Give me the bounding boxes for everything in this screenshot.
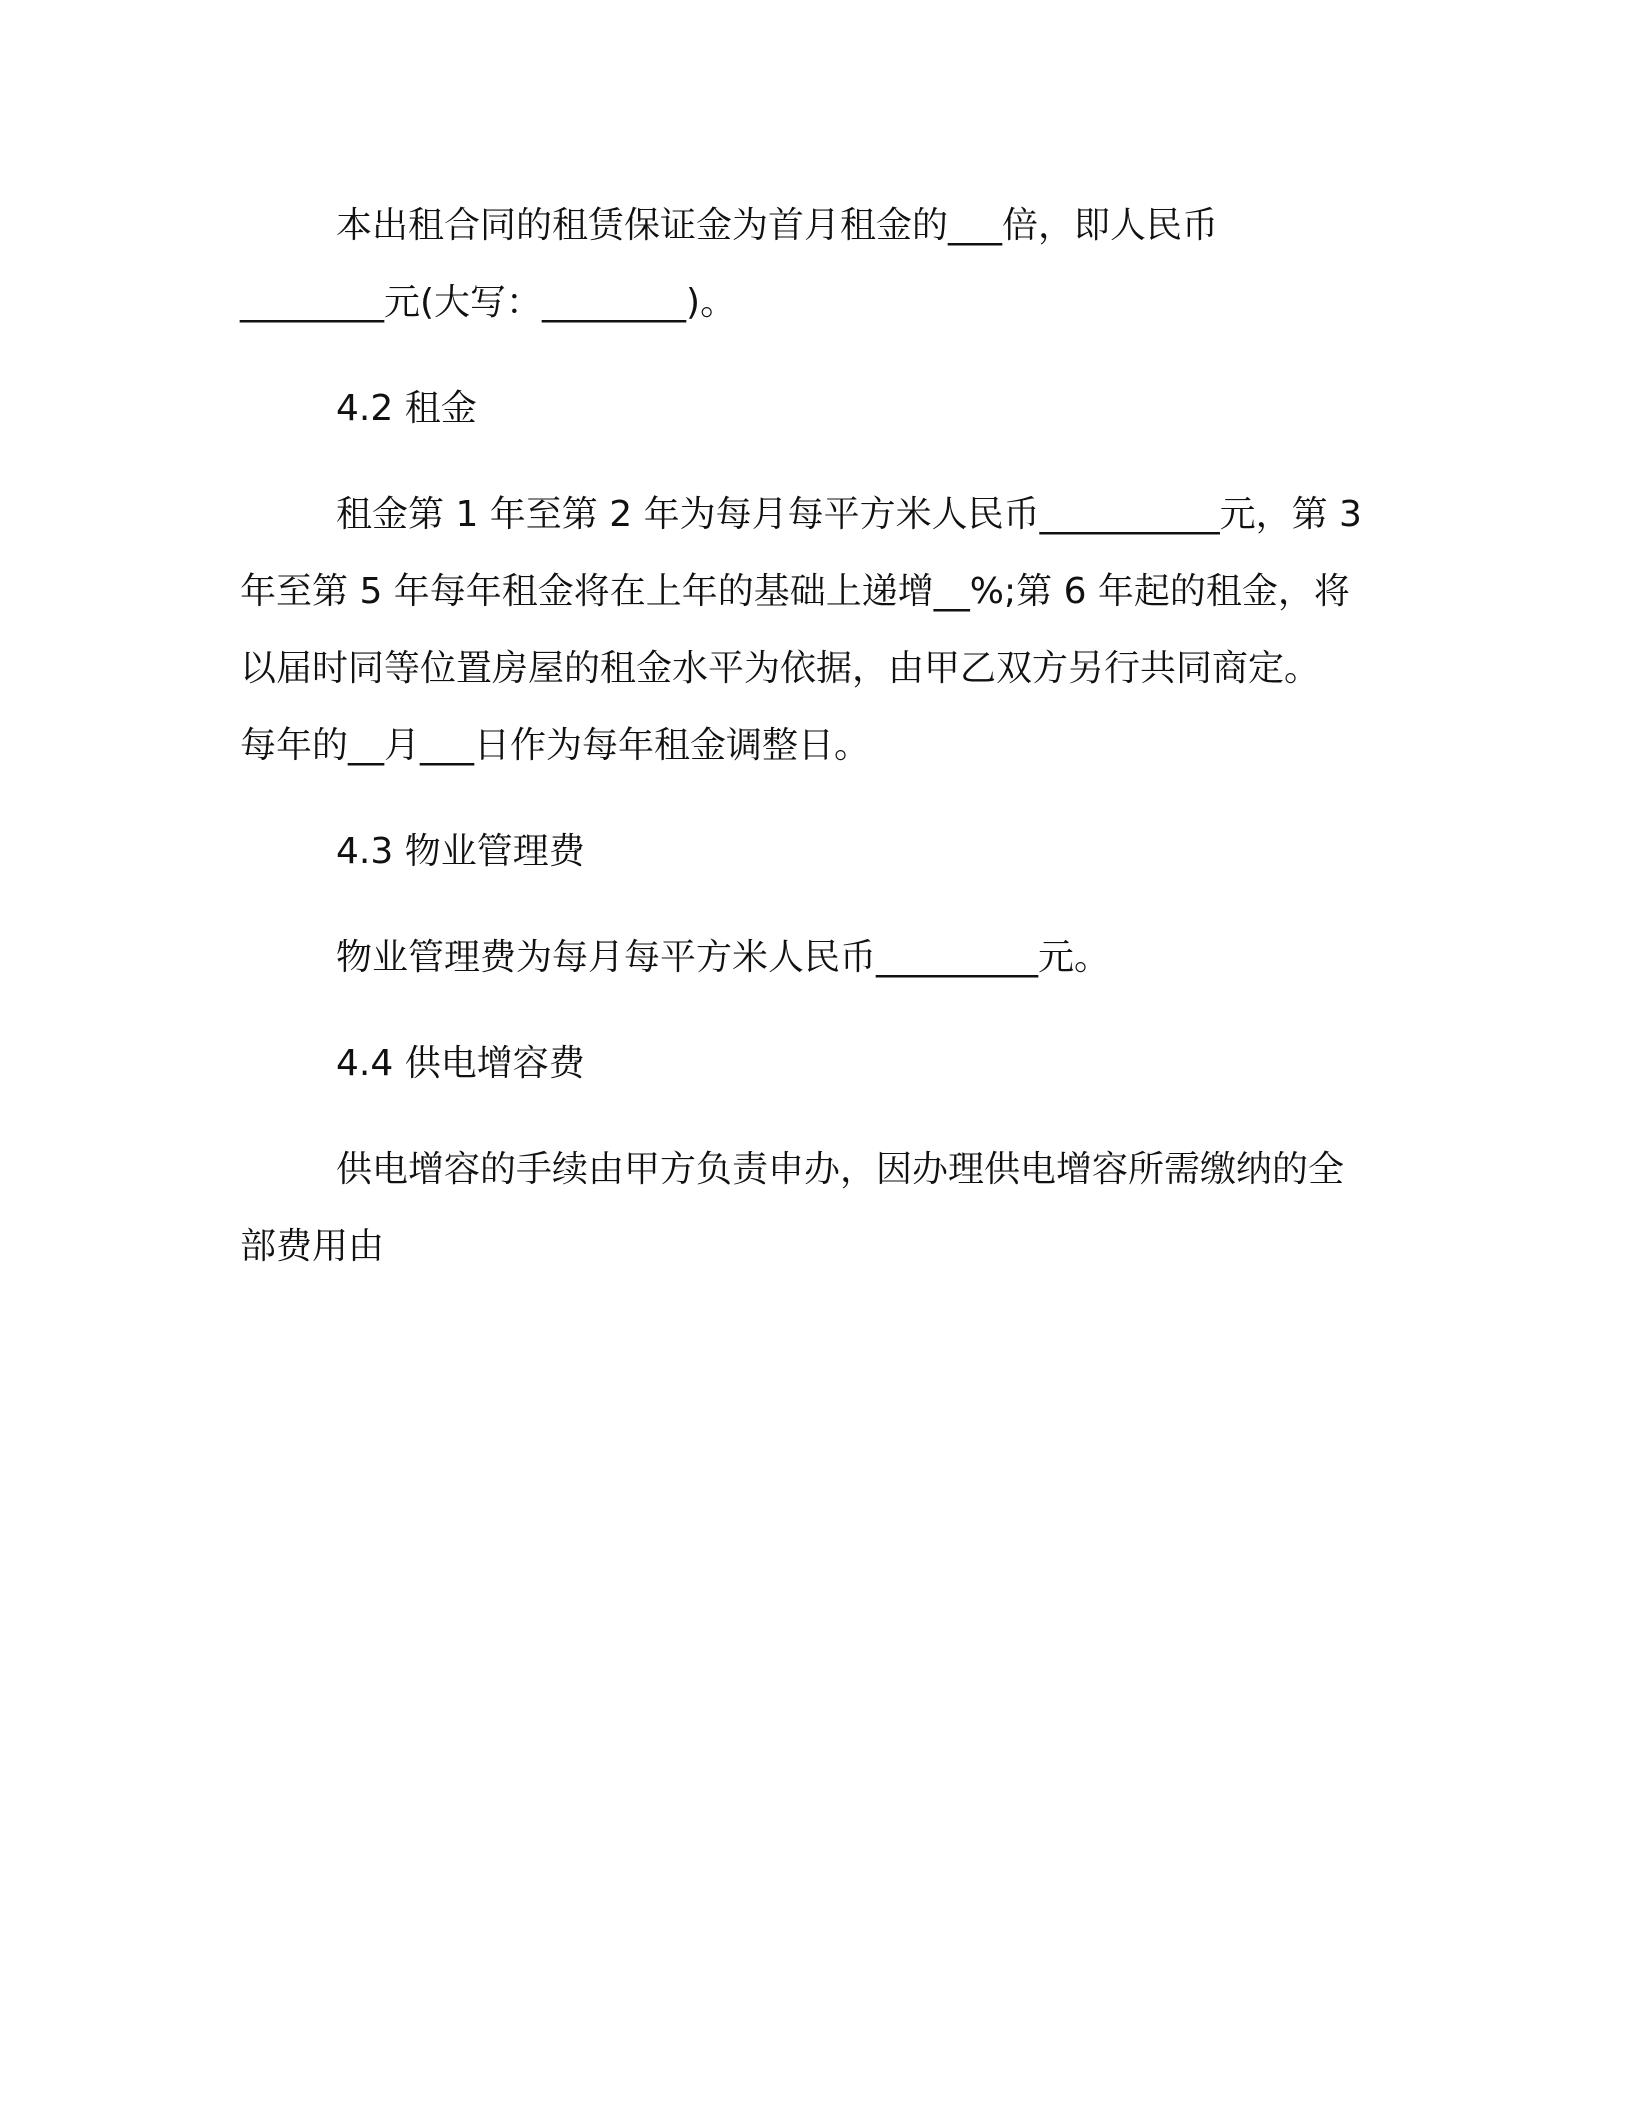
paragraph-deposit — [240, 187, 1400, 341]
text-line: 供电增容的手续由甲方负责申办，因办理供电增容所需缴纳的全 — [336, 1149, 1345, 1190]
paragraph-power — [240, 1131, 1400, 1285]
text-line: ________元(大写：________)。 — [240, 282, 737, 323]
text-line: 以届时同等位置房屋的租金水平为依据，由甲乙双方另行共同商定。 — [240, 648, 1321, 689]
text-line: 每年的__月___日作为每年租金调整日。 — [240, 725, 871, 766]
section-heading-4-2: 4.2 租金 — [336, 388, 477, 429]
section-heading-4-4: 4.4 供电增容费 — [336, 1043, 585, 1084]
text-line: 本出租合同的租赁保证金为首月租金的___倍，即人民币 — [336, 205, 1219, 246]
text-line: 年至第 5 年每年租金将在上年的基础上递增__%;第 6 年起的租金，将 — [240, 571, 1350, 612]
text-line: 租金第 1 年至第 2 年为每月每平方米人民币__________元，第 3 — [336, 494, 1362, 535]
paragraph-property-fee — [240, 919, 1400, 996]
text-line: 部费用由 — [240, 1226, 385, 1267]
paragraph-rent — [240, 476, 1400, 784]
document-body — [240, 187, 1400, 1285]
section-heading-4-3: 4.3 物业管理费 — [336, 831, 585, 872]
text-line: 物业管理费为每月每平方米人民币_________元。 — [336, 937, 1111, 978]
